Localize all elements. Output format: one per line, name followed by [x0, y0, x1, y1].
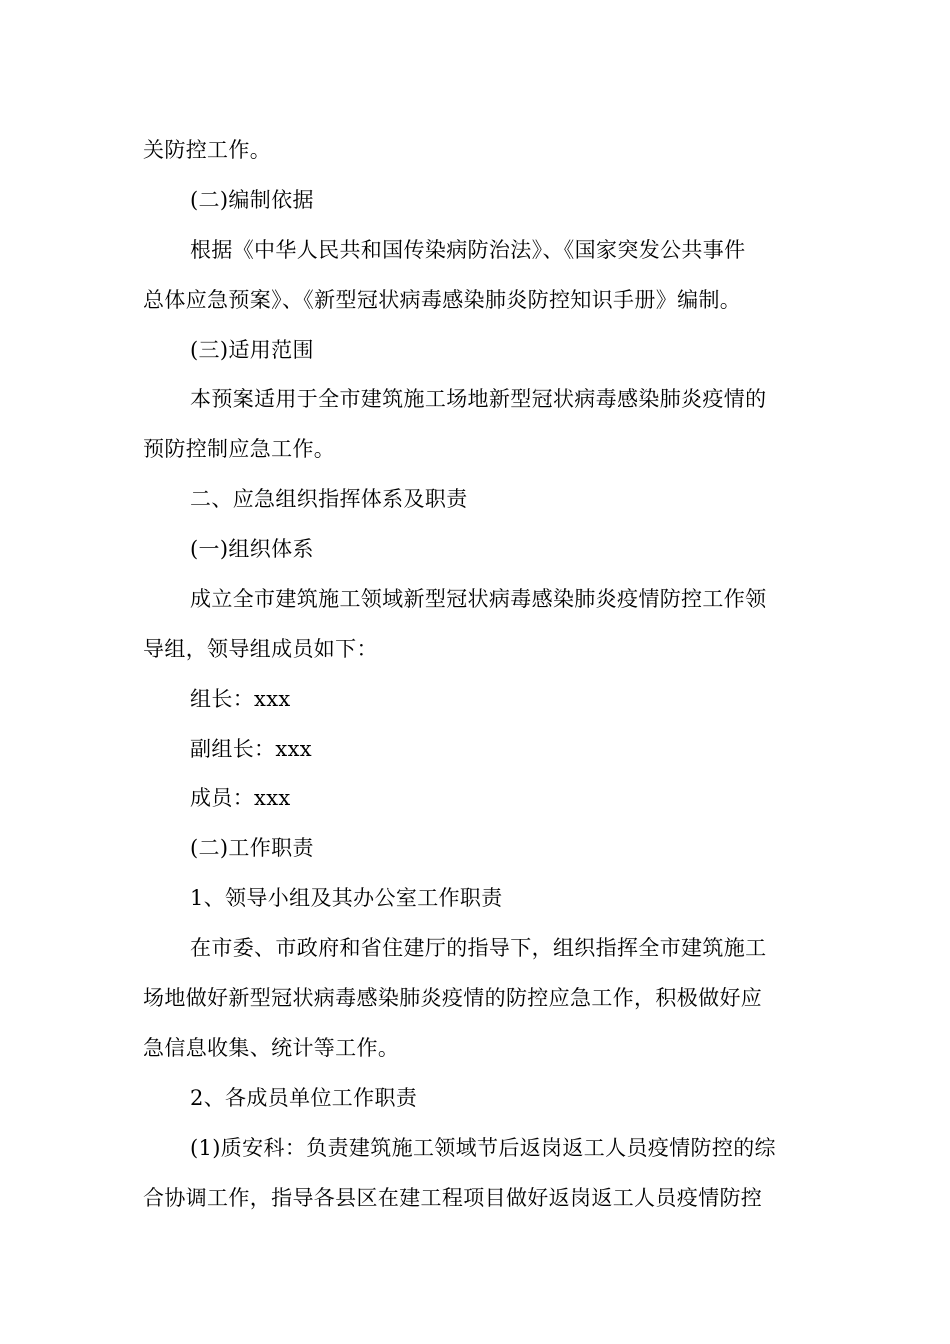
paragraph-line: 本预案适用于全市建筑施工场地新型冠状病毒感染肺炎疫情的 [190, 387, 767, 411]
subsection-heading: 2、各成员单位工作职责 [190, 1086, 418, 1110]
paragraph-line: 合协调工作，指导各县区在建工程项目做好返岗返工人员疫情防控 [143, 1186, 763, 1210]
paragraph-line: 场地做好新型冠状病毒感染肺炎疫情的防控应急工作，积极做好应 [143, 986, 763, 1010]
subsection-heading: 1、领导小组及其办公室工作职责 [190, 886, 503, 910]
member-deputy-leader: 副组长：xxx [190, 737, 312, 761]
paragraph-line: 急信息收集、统计等工作。 [143, 1036, 400, 1060]
chapter-heading: 二、应急组织指挥体系及职责 [190, 487, 468, 511]
paragraph-line: 导组，领导组成员如下： [143, 637, 378, 661]
paragraph-line: 预防控制应急工作。 [143, 437, 336, 461]
text-line-continuation: 关防控工作。 [143, 138, 272, 162]
paragraph-line: 根据《中华人民共和国传染病防治法》、《国家突发公共事件 [190, 238, 746, 262]
paragraph-line: 总体应急预案》、《新型冠状病毒感染肺炎防控知识手册》编制。 [143, 288, 742, 312]
paragraph-line: 成立全市建筑施工领域新型冠状病毒感染肺炎疫情防控工作领 [190, 587, 767, 611]
section-heading-scope: (三)适用范围 [190, 338, 314, 362]
section-heading-basis: (二)编制依据 [190, 188, 314, 212]
member-leader: 组长：xxx [190, 687, 291, 711]
section-heading-organization: (一)组织体系 [190, 537, 314, 561]
paragraph-line: 在市委、市政府和省住建厅的指导下，组织指挥全市建筑施工 [190, 936, 767, 960]
section-heading-duties: (二)工作职责 [190, 836, 314, 860]
paragraph-line: (1)质安科：负责建筑施工领域节后返岗返工人员疫情防控的综 [190, 1136, 776, 1160]
member-members: 成员：xxx [190, 786, 291, 810]
